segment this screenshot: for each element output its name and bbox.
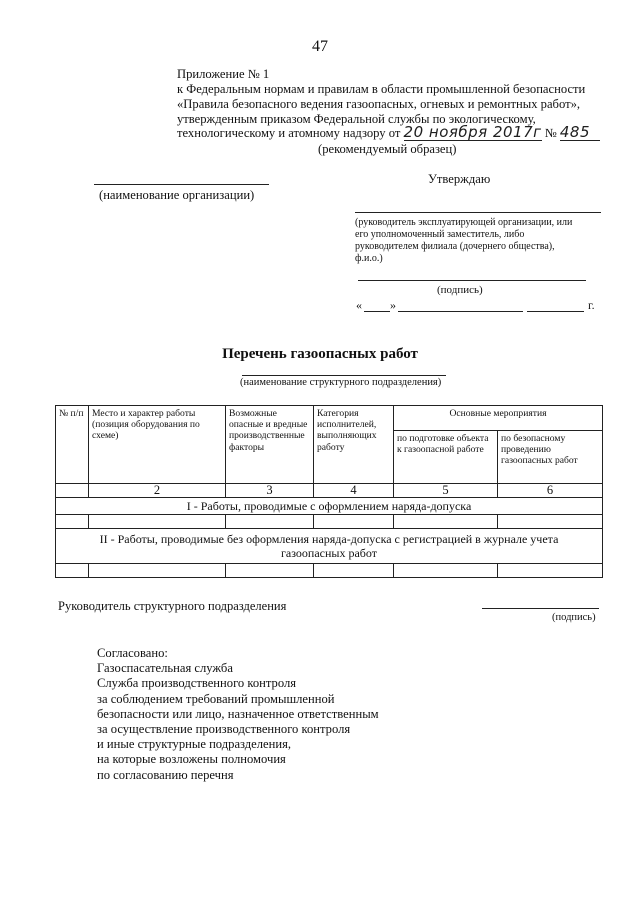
column-number-2: 2 — [89, 484, 226, 498]
sample-note: (рекомендуемый образец) — [318, 142, 457, 156]
head-name-line — [355, 212, 601, 213]
empty-row-1 — [56, 515, 603, 529]
signature-line — [358, 280, 586, 281]
table-header-row — [56, 406, 603, 431]
header-number: № п/п — [56, 406, 89, 484]
handwritten-order-number: 485 — [560, 125, 600, 141]
column-number-1 — [56, 484, 89, 498]
org-name-label: (наименование организации) — [99, 188, 255, 202]
table-cell — [56, 515, 89, 529]
appendix-line-3: «Правила безопасного ведения газоопасных, огневых и ремонтных работ», — [177, 97, 581, 111]
subdivision-line — [242, 375, 446, 376]
head-signature-line — [482, 608, 599, 609]
appendix-line-5 — [177, 125, 600, 141]
column-number-5: 5 — [394, 484, 498, 498]
table-cell — [394, 564, 498, 578]
section-1-title: I - Работы, проводимые с оформлением наряда-допуска — [56, 498, 603, 515]
column-number-4: 4 — [314, 484, 394, 498]
column-numbers-row — [56, 484, 603, 498]
agreed-line-6: за осуществление производственного контроля — [97, 722, 351, 737]
agreed-line-5: безопасности или лицо, назначенное ответственным — [97, 706, 379, 721]
agreed-line-4: за соблюдением требований промышленной — [97, 691, 335, 706]
date-day-line — [364, 311, 390, 312]
section-2-title-line-1: II - Работы, проводимые без оформления наряда-допуска с регистрацией в журнале учета — [99, 532, 559, 546]
header-category: Категория исполнителей, выполняющих работу — [314, 406, 394, 484]
handwritten-date: 20 ноября 2017г — [403, 123, 542, 141]
date-month-line — [398, 311, 523, 312]
date-close-quote: » — [390, 298, 396, 312]
column-number-6: 6 — [498, 484, 603, 498]
table-cell — [498, 564, 603, 578]
head-desc-line-3: руководителем филиала (дочернего общества), — [355, 241, 555, 252]
agreed-line-9: по согласованию перечня — [97, 767, 234, 782]
appendix-line-5-prefix: технологическому и атомному надзору от — [177, 126, 401, 140]
number-sign: № — [544, 126, 557, 140]
header-preparation: по подготовке объекта к газоопасной работе — [394, 431, 498, 484]
header-factors: Возможные опасные и вредные производственные факторы — [226, 406, 314, 484]
table-cell — [314, 515, 394, 529]
subdivision-label: (наименование структурного подразделения) — [240, 377, 442, 388]
table-cell — [89, 515, 226, 529]
section-2-title — [56, 529, 603, 564]
header-place: Место и характер работы (позиция оборудования по схеме) — [89, 406, 226, 484]
document-title: Перечень газоопасных работ — [222, 346, 418, 362]
org-name-line — [94, 184, 269, 185]
subdivision-head-label: Руководитель структурного подразделения — [58, 599, 287, 613]
agreed-line-2: Газоспасательная служба — [97, 661, 233, 676]
table-cell — [226, 515, 314, 529]
signature-label: (подпись) — [437, 284, 483, 296]
hazardous-works-table — [55, 405, 603, 578]
table-cell — [226, 564, 314, 578]
date-open-quote: « — [356, 298, 362, 312]
page-number: 47 — [312, 38, 328, 55]
head-desc-line-1: (руководитель эксплуатирующей организации, или — [355, 217, 573, 228]
empty-row-2 — [56, 564, 603, 578]
appendix-line-2: к Федеральным нормам и правилам в области промышленной безопасности — [177, 82, 586, 96]
head-desc-line-2: его уполномоченный заместитель, либо — [355, 229, 525, 240]
section-2-title-line-2: газоопасных работ — [281, 546, 377, 560]
agreed-line-1: Согласовано: — [97, 646, 168, 660]
table-cell — [498, 515, 603, 529]
year-suffix: г. — [588, 298, 595, 312]
head-signature-label: (подпись) — [552, 612, 596, 623]
table-cell — [89, 564, 226, 578]
table-cell — [56, 564, 89, 578]
head-desc-line-4: ф.и.о.) — [355, 253, 383, 264]
column-number-3: 3 — [226, 484, 314, 498]
agreed-line-8: на которые возложены полномочия — [97, 752, 286, 767]
date-year-line — [527, 311, 584, 312]
table-cell — [394, 515, 498, 529]
header-safe-conduct: по безопасному проведению газоопасных работ — [498, 431, 603, 484]
appendix-line-4: утвержденным приказом Федеральной службы по экологическому, — [177, 112, 536, 126]
header-main-measures: Основные мероприятия — [394, 406, 603, 431]
approve-label: Утверждаю — [428, 172, 491, 186]
agreed-line-3: Служба производственного контроля — [97, 676, 297, 691]
section-2-row — [56, 529, 603, 564]
appendix-line-1: Приложение № 1 — [177, 67, 270, 81]
agreed-line-7: и иные структурные подразделения, — [97, 737, 292, 752]
table-cell — [314, 564, 394, 578]
section-1-row — [56, 498, 603, 515]
agreed-block — [97, 646, 379, 783]
